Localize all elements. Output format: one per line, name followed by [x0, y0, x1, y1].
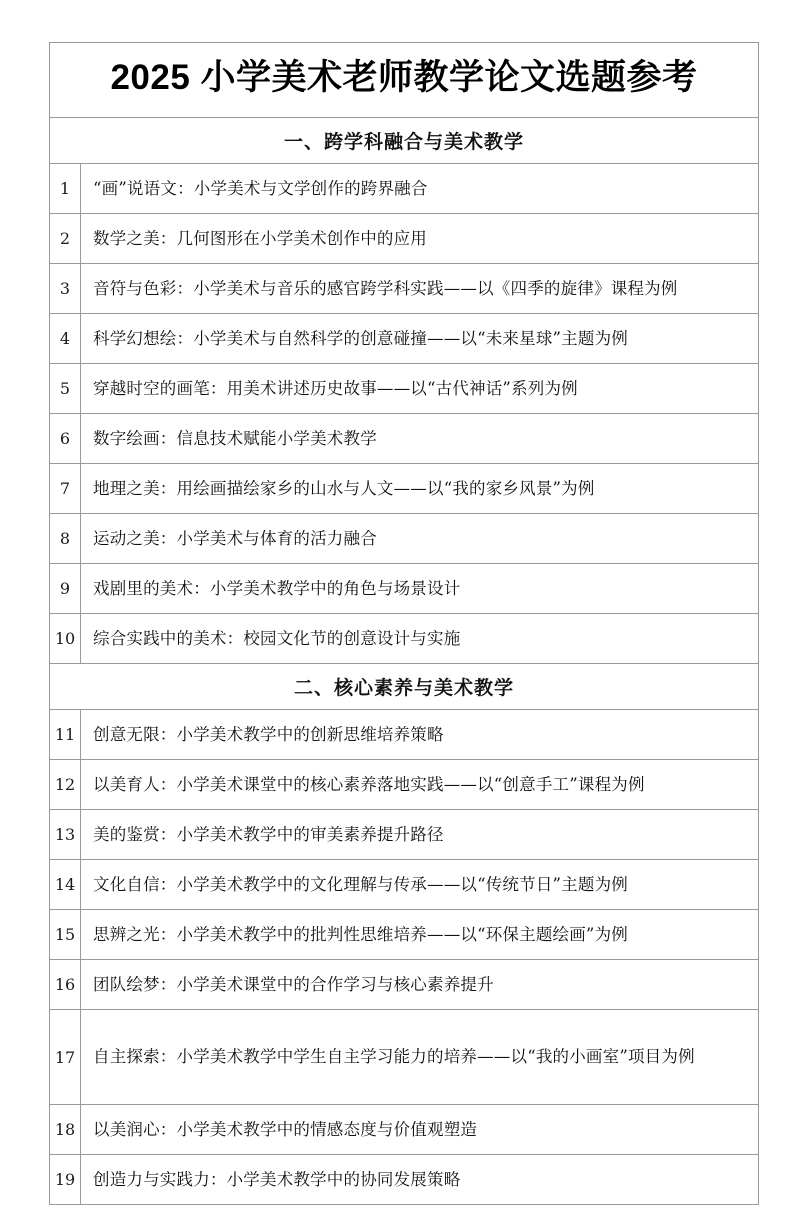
table-row [50, 214, 759, 264]
table-row [50, 910, 759, 960]
table-row [50, 514, 759, 564]
topic-title: 以美育人：小学美术课堂中的核心素养落地实践——以“创意手工”课程为例 [81, 760, 759, 810]
table-row [50, 1010, 759, 1105]
table-row [50, 414, 759, 464]
table-row [50, 464, 759, 514]
table-row [50, 264, 759, 314]
row-number: 11 [50, 710, 81, 760]
row-number: 14 [50, 860, 81, 910]
topic-title: 文化自信：小学美术教学中的文化理解与传承——以“传统节日”主题为例 [81, 860, 759, 910]
table-row [50, 860, 759, 910]
topic-title: 美的鉴赏：小学美术教学中的审美素养提升路径 [81, 810, 759, 860]
section-header-row [50, 664, 759, 710]
table-row [50, 810, 759, 860]
row-number: 1 [50, 164, 81, 214]
topic-title: 创意无限：小学美术教学中的创新思维培养策略 [81, 710, 759, 760]
row-number: 4 [50, 314, 81, 364]
row-number: 12 [50, 760, 81, 810]
topic-title: 戏剧里的美术：小学美术教学中的角色与场景设计 [81, 564, 759, 614]
topic-title: 数字绘画：信息技术赋能小学美术教学 [81, 414, 759, 464]
table-row [50, 164, 759, 214]
topic-title: 科学幻想绘：小学美术与自然科学的创意碰撞——以“未来星球”主题为例 [81, 314, 759, 364]
topic-title: 团队绘梦：小学美术课堂中的合作学习与核心素养提升 [81, 960, 759, 1010]
row-number: 7 [50, 464, 81, 514]
section-heading-2: 二、核心素养与美术教学 [50, 664, 759, 710]
topic-list-table [49, 42, 759, 1205]
topic-title: 以美润心：小学美术教学中的情感态度与价值观塑造 [81, 1105, 759, 1155]
row-number: 18 [50, 1105, 81, 1155]
row-number: 8 [50, 514, 81, 564]
row-number: 15 [50, 910, 81, 960]
topic-title: 自主探索：小学美术教学中学生自主学习能力的培养——以“我的小画室”项目为例 [81, 1010, 759, 1105]
table-row [50, 314, 759, 364]
topic-title: 综合实践中的美术：校园文化节的创意设计与实施 [81, 614, 759, 664]
table-row [50, 1105, 759, 1155]
section-heading-1: 一、跨学科融合与美术教学 [50, 118, 759, 164]
table-row [50, 960, 759, 1010]
topic-title: “画”说语文：小学美术与文学创作的跨界融合 [81, 164, 759, 214]
row-number: 6 [50, 414, 81, 464]
row-number: 13 [50, 810, 81, 860]
title-row [50, 43, 759, 118]
table-body [50, 43, 759, 1205]
table-row [50, 710, 759, 760]
row-number: 5 [50, 364, 81, 414]
topic-title: 运动之美：小学美术与体育的活力融合 [81, 514, 759, 564]
table-row [50, 564, 759, 614]
table-row [50, 614, 759, 664]
row-number: 16 [50, 960, 81, 1010]
topic-title: 地理之美：用绘画描绘家乡的山水与人文——以“我的家乡风景”为例 [81, 464, 759, 514]
table-row [50, 760, 759, 810]
topic-title: 思辨之光：小学美术教学中的批判性思维培养——以“环保主题绘画”为例 [81, 910, 759, 960]
row-number: 19 [50, 1155, 81, 1205]
document-title: 2025 小学美术老师教学论文选题参考 [50, 43, 759, 118]
topic-title: 穿越时空的画笔：用美术讲述历史故事——以“古代神话”系列为例 [81, 364, 759, 414]
table-row [50, 364, 759, 414]
row-number: 10 [50, 614, 81, 664]
topic-title: 数学之美：几何图形在小学美术创作中的应用 [81, 214, 759, 264]
topic-title: 创造力与实践力：小学美术教学中的协同发展策略 [81, 1155, 759, 1205]
table-row [50, 1155, 759, 1205]
row-number: 3 [50, 264, 81, 314]
row-number: 2 [50, 214, 81, 264]
section-header-row [50, 118, 759, 164]
row-number: 17 [50, 1010, 81, 1105]
row-number: 9 [50, 564, 81, 614]
topic-title: 音符与色彩：小学美术与音乐的感官跨学科实践——以《四季的旋律》课程为例 [81, 264, 759, 314]
